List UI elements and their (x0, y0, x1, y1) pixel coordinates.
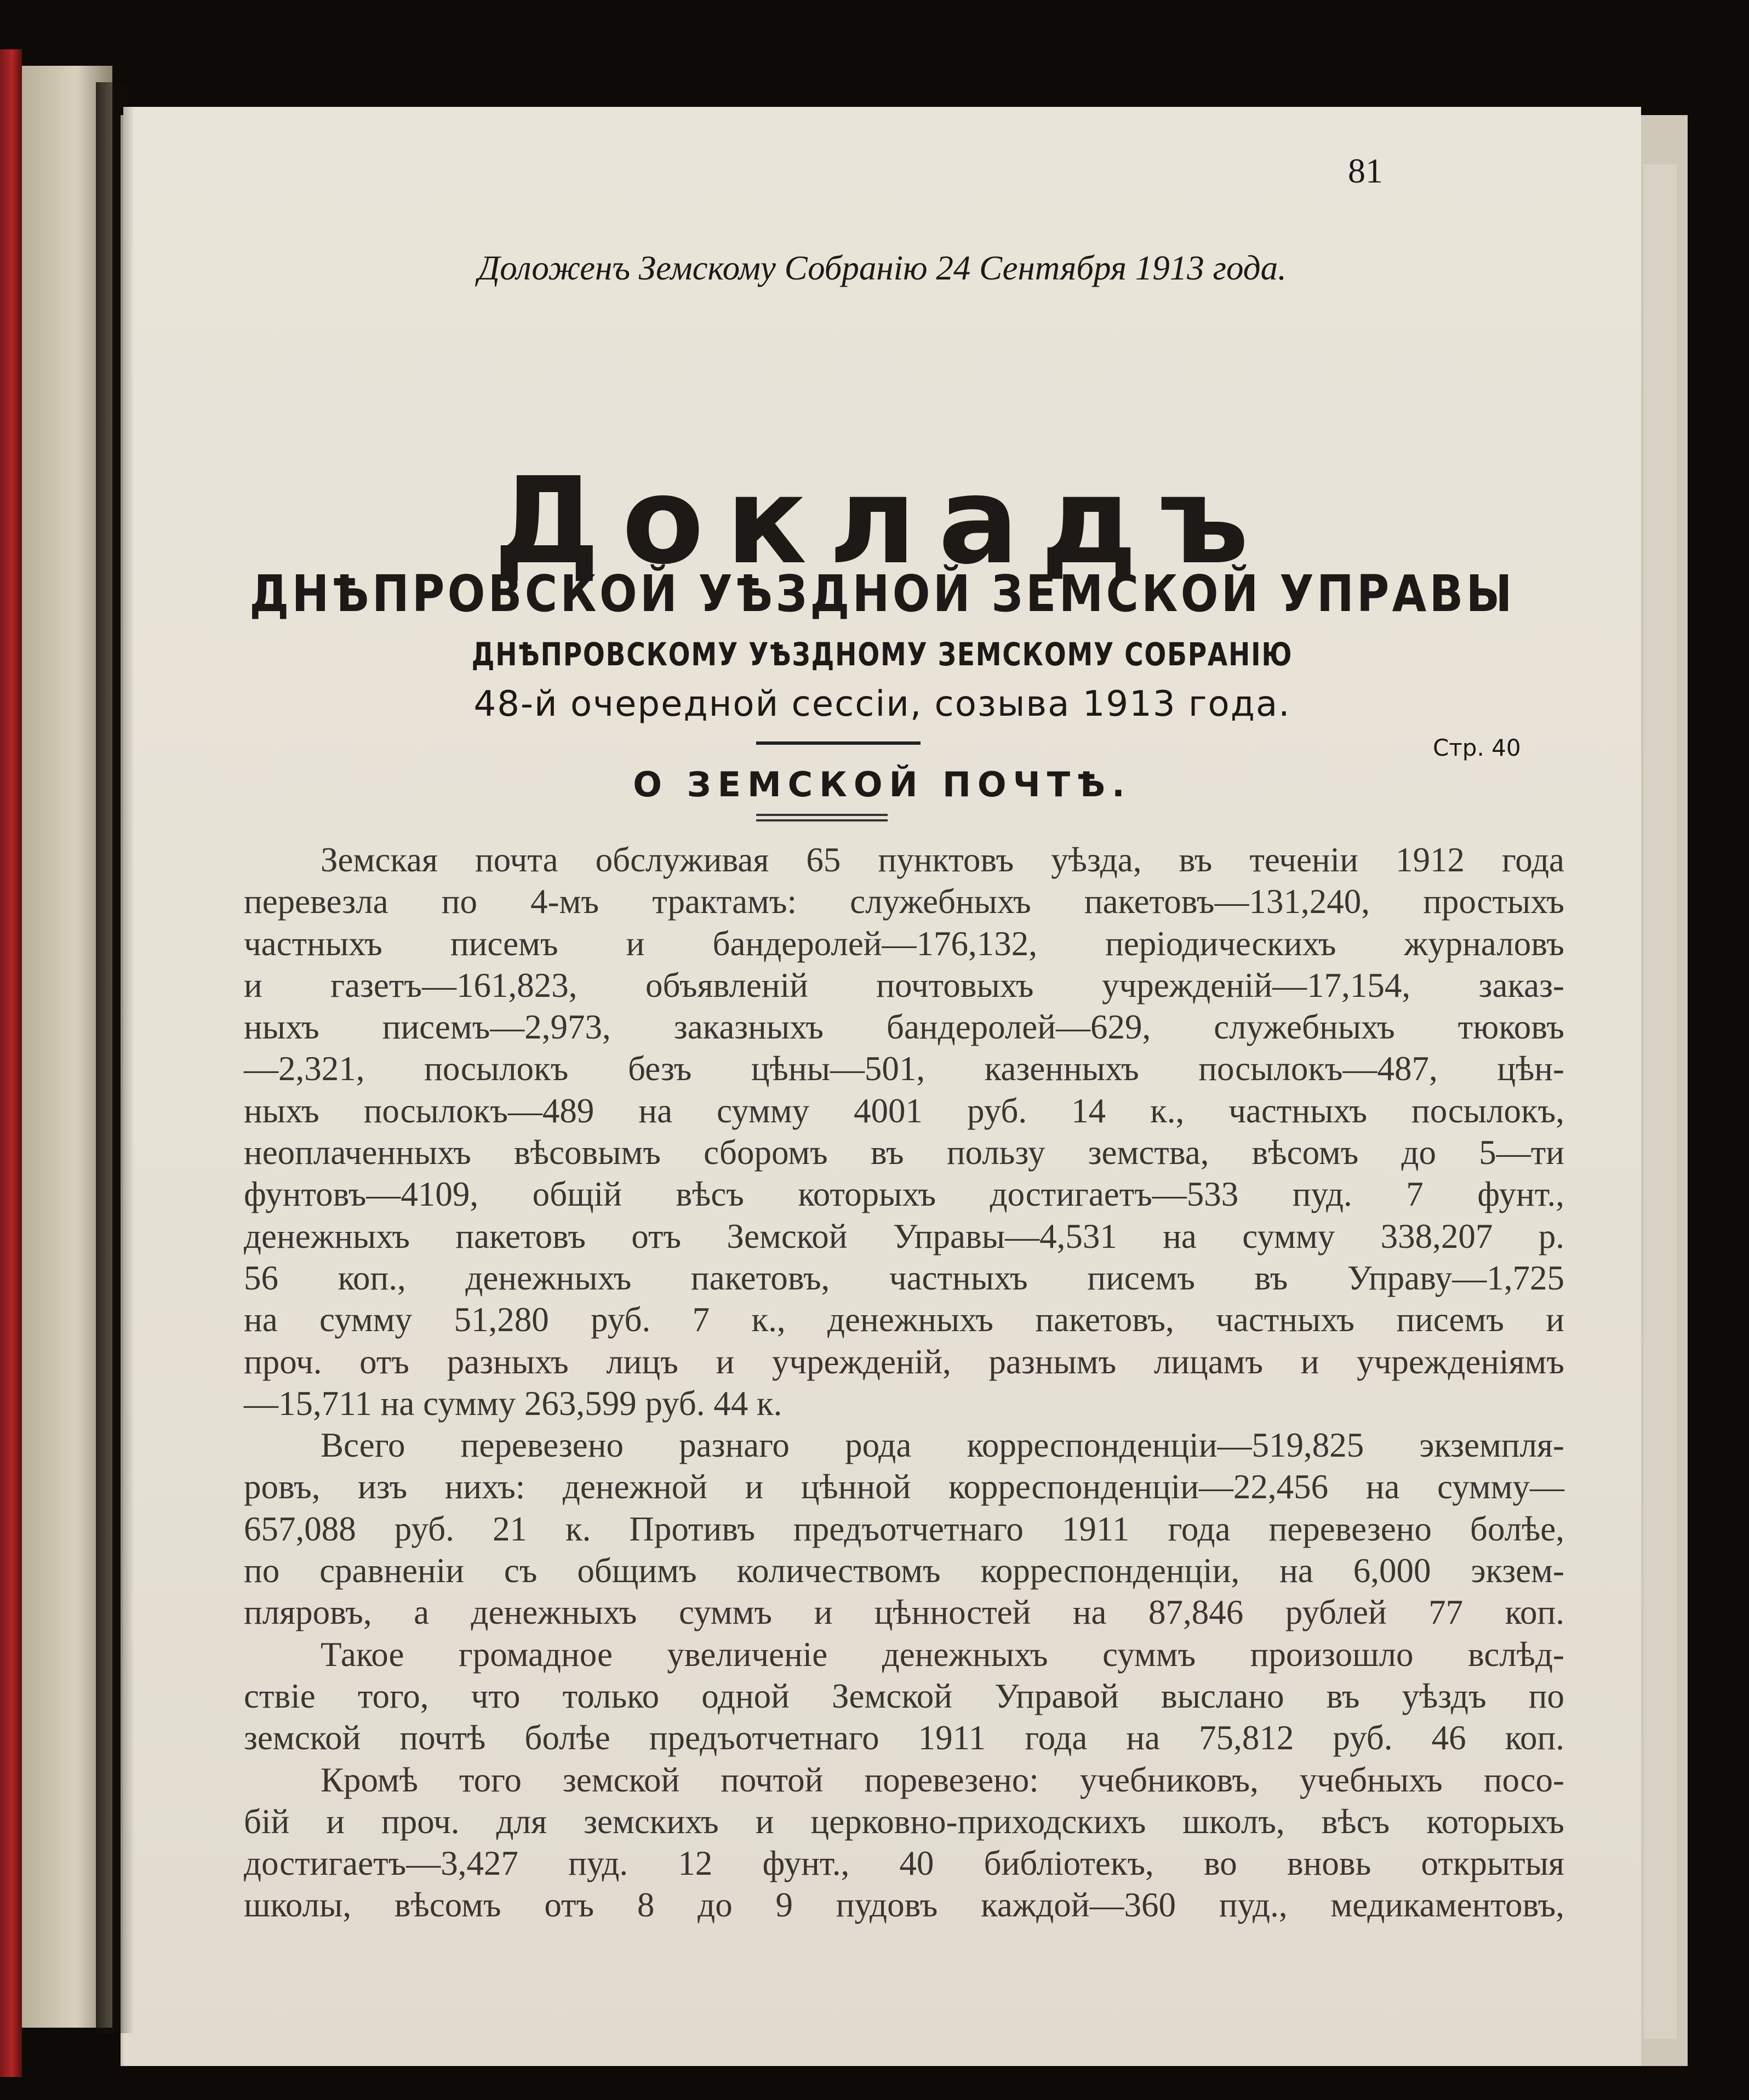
document-page (123, 107, 1641, 2066)
body-line: перевезла по 4-мъ трактамъ: служебныхъ пакетовъ—131,240, простыхъ (244, 882, 1564, 921)
margin-note: Стр. 40 (1433, 734, 1521, 761)
body-line: ныхъ посылокъ—489 на сумму 4001 руб. 14 к., частныхъ посылокъ, (244, 1091, 1564, 1130)
body-line: —2,321, посылокъ безъ цѣны—501, казенныхъ посылокъ—487, цѣн- (244, 1049, 1564, 1088)
body-line: фунтовъ—4109, общій вѣсъ которыхъ достигаетъ—533 пуд. 7 фунт., (244, 1175, 1564, 1214)
body-text (244, 839, 1564, 1926)
page-stack-edge (1644, 164, 1677, 2039)
double-rule-top (756, 814, 888, 816)
body-line: 56 коп., денежныхъ пакетовъ, частныхъ писемъ въ Управу—1,725 (244, 1258, 1564, 1297)
body-line: Земская почта обслуживая 65 пунктовъ уѣзда, въ теченіи 1912 года (321, 841, 1564, 879)
body-line: пляровъ, а денежныхъ суммъ и цѣнностей на 87,846 рублей 77 коп. (244, 1593, 1564, 1632)
body-line: Такое громадное увеличеніе денежныхъ суммъ произошло вслѣд- (321, 1635, 1564, 1674)
session-line: 48-й очередной сессіи, созыва 1913 года. (473, 684, 1291, 724)
page-number: 81 (1348, 151, 1383, 190)
body-line: бій и проч. для земскихъ и церковно-приходскихъ школъ, вѣсъ которыхъ (244, 1802, 1564, 1841)
divider-rule (756, 741, 921, 745)
body-line: школы, вѣсомъ отъ 8 до 9 пудовъ каждой—360 пуд., медикаментовъ, (244, 1886, 1564, 1925)
body-line: неоплаченныхъ вѣсовымъ сборомъ въ пользу земства, вѣсомъ до 5—ти (244, 1133, 1564, 1172)
body-line: денежныхъ пакетовъ отъ Земской Управы—4,531 на сумму 338,207 р. (244, 1217, 1564, 1256)
body-line: Кромѣ того земской почтой поревезено: учебниковъ, учебныхъ посо- (321, 1760, 1564, 1799)
body-line: достигаетъ—3,427 пуд. 12 фунт., 40 библіотекъ, во вновь открытыя (244, 1844, 1564, 1883)
double-rule-bottom (756, 819, 888, 821)
body-line: —15,711 на сумму 263,599 руб. 44 к. (244, 1384, 782, 1423)
body-line: земской почтѣ болѣе предъотчетнаго 1911 года на 75,812 руб. 46 коп. (244, 1719, 1564, 1757)
body-line: ствіе того, что только одной Земской Управой выслано въ уѣздъ по (244, 1676, 1564, 1715)
body-line: ныхъ писемъ—2,973, заказныхъ бандеролей—629, служебныхъ тюковъ (244, 1008, 1564, 1047)
body-line: Всего перевезено разнаго рода корреспонденціи—519,825 экземпля- (321, 1426, 1564, 1465)
body-line: на сумму 51,280 руб. 7 к., денежныхъ пакетовъ, частныхъ писемъ и (244, 1300, 1564, 1339)
dedication-line: Доложенъ Земскому Собранію 24 Сентября 1913 года. (478, 249, 1287, 287)
body-line: проч. отъ разныхъ лицъ и учрежденій, разнымъ лицамъ и учрежденіямъ (244, 1342, 1564, 1381)
body-line: по сравненіи съ общимъ количествомъ корреспонденціи, на 6,000 экзем- (244, 1551, 1564, 1590)
report-subtitle-assembly: ДНѢПРОВСКОМУ УѢЗДНОМУ ЗЕМСКОМУ СОБРАНІЮ (471, 636, 1293, 673)
body-line: и газетъ—161,823, объявленій почтовыхъ учрежденій—17,154, заказ- (244, 966, 1564, 1005)
book-cover-edge (0, 49, 22, 2077)
report-subtitle-board: ДНѢПРОВСКОЙ УѢЗДНОЙ ЗЕМСКОЙ УПРАВЫ (249, 564, 1515, 623)
body-line: 657,088 руб. 21 к. Противъ предъотчетнаго 1911 года перевезено болѣе, (244, 1509, 1564, 1548)
body-line: ровъ, изъ нихъ: денежной и цѣнной корреспонденціи—22,456 на сумму— (244, 1468, 1564, 1506)
report-title: Докладъ (493, 452, 1271, 591)
section-heading: О ЗЕМСКОЙ ПОЧТѢ. (633, 764, 1131, 804)
body-line: частныхъ писемъ и бандеролей—176,132, періодическихъ журналовъ (244, 924, 1564, 963)
binding-shadow (96, 82, 134, 2033)
